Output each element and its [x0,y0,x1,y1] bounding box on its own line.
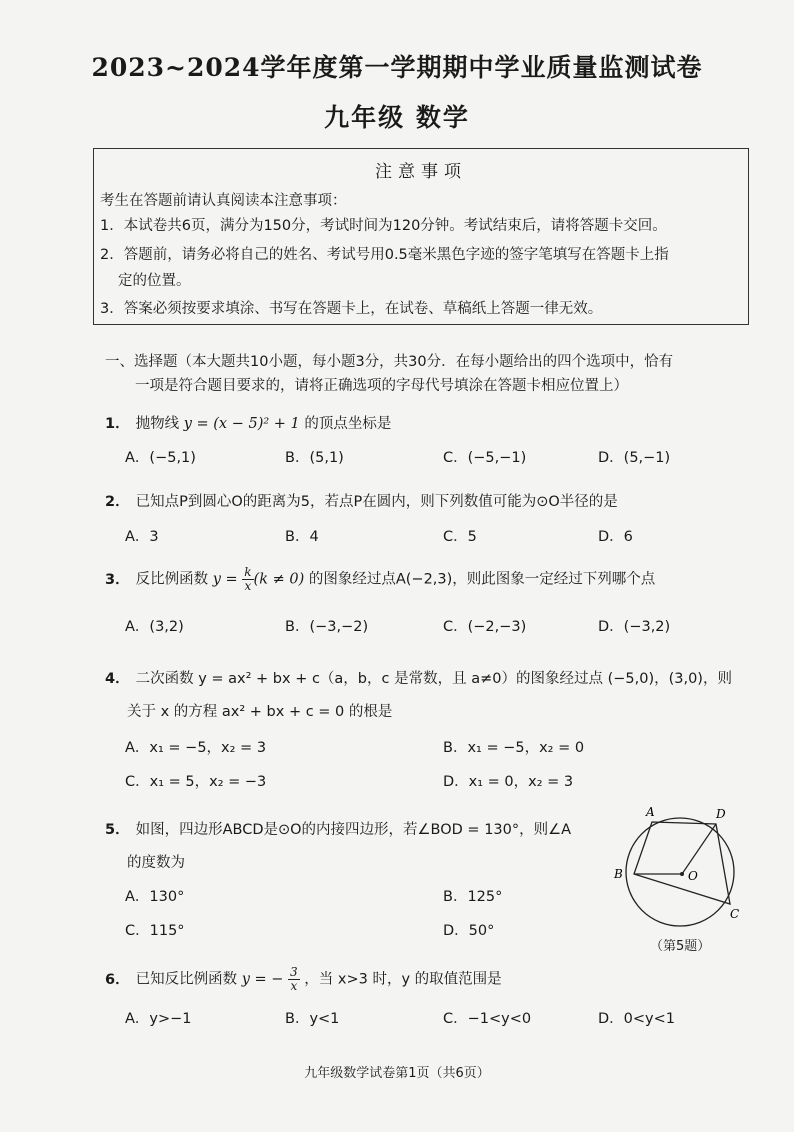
math-expression: y = [212,571,238,588]
question-number: 3． [105,571,130,588]
question-text: 的顶点坐标是 [304,416,392,432]
question-number: 4． [105,671,130,687]
quadrilateral-abcd [634,822,730,904]
fraction-numerator: k [244,565,252,579]
notice-title: 注意事项 [375,162,467,182]
question-text: ，当 x>3 时，y 的取值范围是 [304,971,502,988]
question-3 [105,566,655,593]
fraction [242,566,253,593]
math-expression: y = − [241,971,284,988]
section-heading-line2: 一项是符合题目要求的，请将正确选项的字母代号填涂在答题卡相应位置上） [135,378,628,394]
label-d: D [716,807,726,821]
fraction-numerator: 3 [290,965,298,979]
figure-caption: （第5题） [650,939,711,954]
notice-item-3: 3．答案必须按要求填涂、书写在答题卡上，在试卷、草稿纸上答题一律无效。 [100,301,603,317]
label-c: C [730,907,740,921]
option-b: B．(−3,−2) [285,619,369,635]
question-text: 如图，四边形ABCD是⊙O的内接四边形，若∠BOD = 130°，则∠A [135,822,572,838]
option-a: A．3 [125,529,159,545]
option-c: C．5 [443,529,477,545]
option-d: D．50° [443,923,495,939]
circle-diagram [612,802,742,936]
question-number: 6． [105,971,130,988]
option-c: C．(−2,−3) [443,619,527,635]
notice-intro: 考生在答题前请认真阅读本注意事项： [100,193,347,209]
question-5 [105,818,571,839]
circle-diagram-svg [612,802,742,932]
question-5-line2: 的度数为 [127,855,185,871]
option-d: D．x₁ = 0，x₂ = 3 [443,774,574,790]
exam-subtitle: 九年级 数学 [324,103,470,132]
notice-box [93,148,749,325]
option-a: A．x₁ = −5，x₂ = 3 [125,740,267,756]
question-6 [105,966,502,993]
option-b: B．125° [443,889,503,905]
option-b: B．x₁ = −5，x₂ = 0 [443,740,585,756]
fraction-denominator: x [290,979,298,993]
option-d: D．0<y<1 [598,1011,675,1027]
section-heading [105,350,755,398]
page-footer: 九年级数学试卷第1页（共6页） [304,1066,490,1081]
notice-item-2: 2．答题前，请务必将自己的姓名、考试号用0.5毫米黑色字迹的签字笔填写在答题卡上指 [100,247,669,263]
label-a: A [646,805,655,819]
question-1 [105,412,391,433]
option-a: A．(3,2) [125,619,184,635]
exam-title: 2023~2024学年度第一学期期中学业质量监测试卷 [91,53,703,82]
option-c: C．(−5,−1) [443,450,527,466]
notice-item-2-cont: 定的位置。 [118,273,191,289]
question-number: 2． [105,494,130,510]
question-number: 5． [105,822,130,838]
option-d: D．6 [598,529,633,545]
fraction [288,966,300,993]
option-c: C．−1<y<0 [443,1011,532,1027]
math-expression: (k ≠ 0) [253,571,305,588]
option-b: B．y<1 [285,1011,340,1027]
question-number: 1． [105,416,130,432]
option-a: A．y>−1 [125,1011,192,1027]
question-text: 抛物线 [135,416,180,432]
option-d: D．(5,−1) [598,450,671,466]
question-text: 二次函数 y = ax² + bx + c（a，b，c 是常数，且 a≠0）的图象经过点 (−5,0)，(3,0)，则 [135,671,732,687]
question-text: 反比例函数 [135,571,209,588]
label-b: B [614,867,623,881]
option-d: D．(−3,2) [598,619,671,635]
option-a: A．130° [125,889,185,905]
question-4-line2: 关于 x 的方程 ax² + bx + c = 0 的根是 [127,704,393,720]
option-b: B．4 [285,529,319,545]
question-text: 的图象经过点A(−2,3)，则此图象一定经过下列哪个点 [308,571,656,588]
question-2 [105,490,618,511]
label-o: O [688,869,698,883]
question-4 [105,667,745,688]
notice-item-1: 1．本试卷共6页，满分为150分，考试时间为120分钟。考试结束后，请将答题卡交回。 [100,218,667,234]
segment-od [682,824,716,874]
question-text: 已知反比例函数 [135,971,238,988]
math-expression: y = (x − 5)² + 1 [183,416,300,432]
option-c: C．x₁ = 5，x₂ = −3 [125,774,267,790]
fraction-denominator: x [244,579,252,593]
section-heading-line1: 一、选择题（本大题共10小题，每小题3分，共30分．在每小题给出的四个选项中，恰有 [105,354,674,370]
point-o [680,872,684,876]
option-a: A．(−5,1) [125,450,196,466]
option-c: C．115° [125,923,185,939]
option-b: B．(5,1) [285,450,344,466]
question-text: 已知点P到圆心O的距离为5，若点P在圆内，则下列数值可能为⊙O半径的是 [135,494,618,510]
